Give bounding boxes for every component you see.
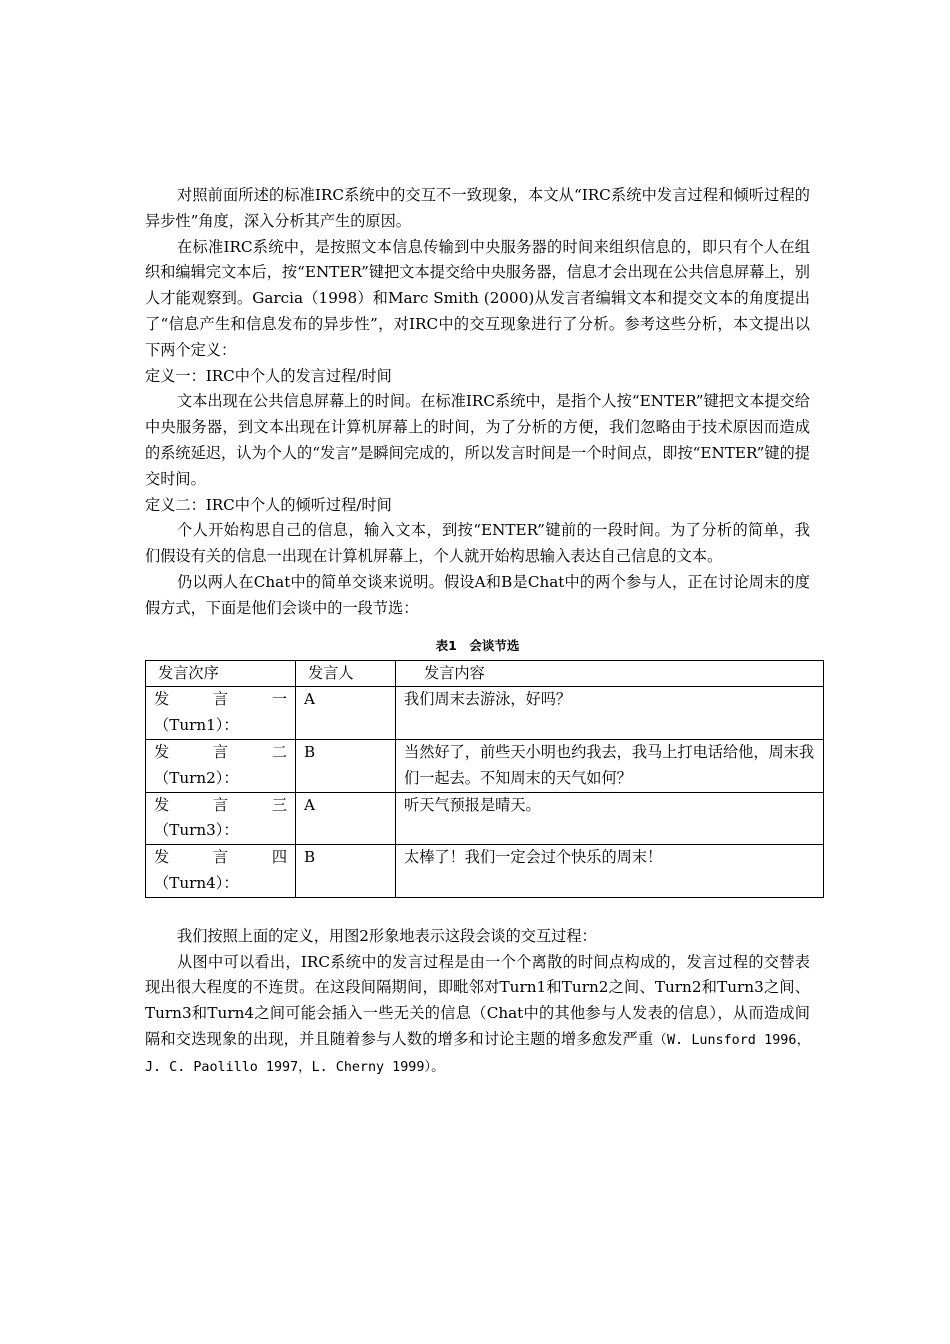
- paragraph-text: 从图中可以看出，IRC系统中的发言过程是由一个个离散的时间点构成的，发言过程的交替表现出很大程度的不连贯。在这段间隔期间，即毗邻对Turn1和Turn2之间、Turn2和Turn3之间、Turn3和Turn4之间可能会插入一些无关的信息（Chat中的其他参与人发表的信息），从而造成间隔和交迭现象的出现，并且随着参与人数的增多和讨论主题的增多愈发严重: [145, 952, 810, 1048]
- table-row: [146, 845, 824, 898]
- utterance-cell: 当然好了，前些天小明也约我去，我马上打电话给他，周末我们一起去。不知周末的天气如何？: [396, 739, 824, 792]
- document-body: [145, 183, 815, 1081]
- utterance-cell: 听天气预报是晴天。: [396, 792, 824, 845]
- column-header: 发言内容: [396, 660, 824, 687]
- paragraph: 仍以两人在Chat中的简单交谈来说明。假设A和B是Chat中的两个参与人，正在讨论周末的度假方式，下面是他们会谈中的一段节选：: [145, 572, 810, 617]
- column-header: 发言次序: [146, 660, 296, 687]
- turn-order-cell: 发 言 三 （Turn3）：: [146, 792, 296, 845]
- utterance-cell: 太棒了！我们一定会过个快乐的周末！: [396, 845, 824, 898]
- speaker-cell: B: [296, 845, 396, 898]
- paragraph: 我们按照上面的定义，用图2形象地表示这段会谈的交互过程：: [177, 926, 597, 945]
- table-row: [146, 792, 824, 845]
- speaker-cell: A: [296, 792, 396, 845]
- definition-heading: 定义一：IRC中个人的发言过程/时间: [145, 366, 392, 385]
- column-header: 发言人: [296, 660, 396, 687]
- conversation-table: [145, 660, 824, 898]
- turn-order-cell: 发 言 一 （Turn1）：: [146, 687, 296, 740]
- utterance-cell: 我们周末去游泳，好吗？: [396, 687, 824, 740]
- paragraph: 在标准IRC系统中，是按照文本信息传输到中央服务器的时间来组织信息的，即只有个人在组织和编辑完文本后，按“ENTER”键把文本提交给中央服务器，信息才会出现在公共信息屏幕上，别人才能观察到。Garcia（1998）和Marc Smith (2000)从发言者编辑文本和提交文本的角度提出了“信息产生和信息发布的异步性”，对IRC中的交互现象进行了分析。参考这些分析，本文提出以下两个定义：: [145, 237, 810, 359]
- table-caption: 表1 会谈节选: [435, 637, 520, 653]
- paragraph: 文本出现在公共信息屏幕上的时间。在标准IRC系统中，是指个人按“ENTER”键把文本提交给中央服务器，到文本出现在计算机屏幕上的时间，为了分析的方便，我们忽略由于技术原因而造成的系统延迟，认为个人的“发言”是瞬间完成的，所以发言时间是一个时间点，即按“ENTER”键的提交时间。: [145, 392, 810, 488]
- speaker-cell: B: [296, 739, 396, 792]
- paragraph: 个人开始构思自己的信息，输入文本，到按“ENTER”键前的一段时间。为了分析的简单，我们假设有关的信息一出现在计算机屏幕上，个人就开始构思输入表达自己信息的文本。: [145, 521, 810, 566]
- paragraph: 对照前面所述的标准IRC系统中的交互不一致现象，本文从“IRC系统中发言过程和倾听过程的异步性”角度，深入分析其产生的原因。: [145, 186, 810, 230]
- table-header-row: [146, 660, 824, 687]
- table-row: [146, 687, 824, 740]
- turn-order-cell: 发 言 二 （Turn2）：: [146, 739, 296, 792]
- speaker-cell: A: [296, 687, 396, 740]
- table-row: [146, 739, 824, 792]
- definition-heading: 定义二：IRC中个人的倾听过程/时间: [145, 495, 392, 514]
- paragraph: [145, 950, 810, 1081]
- citation: （W. Lunsford 1996，J. C. Paolillo 1997，L. Cherny 1999）。: [145, 1032, 810, 1075]
- turn-order-cell: 发 言 四 （Turn4）：: [146, 845, 296, 898]
